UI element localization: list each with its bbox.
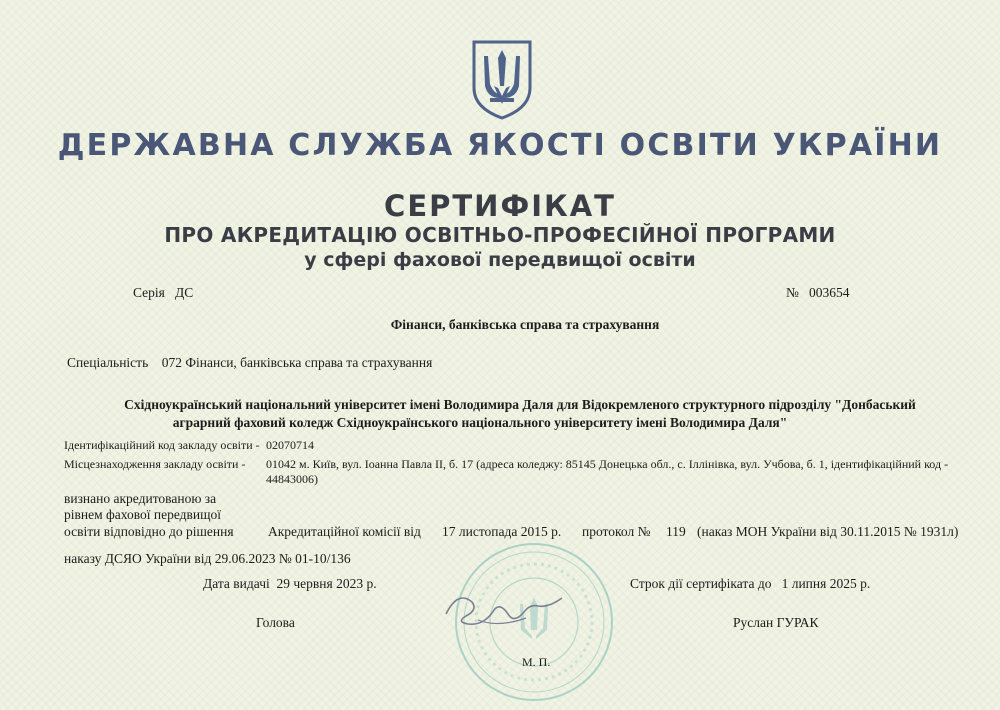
- institution-line-2: аграрний фаховий коледж Східноукраїнського національного університету імені Володимира Даля": [172, 415, 788, 430]
- certificate-title: СЕРТИФІКАТ: [384, 189, 616, 223]
- id-code-label: Ідентифікаційний код закладу освіти -: [64, 438, 260, 452]
- validity-value: 1 липня 2025 р.: [781, 576, 871, 591]
- location-line-2: 44843006): [266, 472, 318, 486]
- certificate-subtitle: ПРО АКРЕДИТАЦІЮ ОСВІТНЬО-ПРОФЕСІЙНОЇ ПРОГРАМИ: [164, 223, 836, 247]
- certificate-subtitle-2: у сфері фахової передвищої освіти: [304, 249, 696, 271]
- number-label: №: [786, 285, 799, 300]
- commission-date: 17 листопада 2015 р.: [442, 524, 562, 539]
- validity-label: Строк дії сертифіката до: [630, 576, 772, 591]
- series-row: [133, 285, 193, 301]
- series-value: ДС: [175, 285, 194, 300]
- institution-line-1: Східноукраїнський національний університет імені Володимира Даля для Відокремленого структурного підрозділу "Донбаський: [124, 397, 916, 412]
- series-label: Серія: [133, 285, 165, 300]
- recognized-line-2: рівнем фахової передвищої: [64, 507, 222, 522]
- recognized-line-1: визнано акредитованою за: [64, 491, 217, 506]
- commission-text: Акредитаційної комісії від: [268, 524, 421, 539]
- order-text: (наказ МОН України від 30.11.2015 № 1931л): [697, 524, 959, 539]
- specialty-row: [67, 355, 432, 371]
- recognized-line-4: наказу ДСЯО України від 29.06.2023 № 01-10/136: [64, 551, 351, 566]
- validity-row: [630, 576, 870, 592]
- protocol-label: протокол №: [582, 524, 651, 539]
- trident-emblem-icon: [470, 38, 534, 120]
- head-name: Руслан ГУРАК: [733, 615, 819, 630]
- specialty-value: 072 Фінанси, банківська справа та страхування: [161, 355, 433, 370]
- specialty-label: Спеціальність: [67, 355, 149, 370]
- recognized-line-3: освіти відповідно до рішення: [64, 524, 234, 539]
- location-label: Місцезнаходження закладу освіти -: [64, 457, 246, 471]
- stamp-place-label: М. П.: [522, 655, 551, 669]
- id-code-value: 02070714: [266, 438, 314, 452]
- program-name: Фінанси, банківська справа та страхування: [390, 317, 660, 332]
- signature-scribble: [438, 584, 568, 636]
- issue-value: 29 червня 2023 р.: [276, 576, 377, 591]
- issue-label: Дата видачі: [203, 576, 270, 591]
- protocol-number: 119: [666, 524, 686, 539]
- number-value: 003654: [809, 285, 850, 300]
- location-line-1: 01042 м. Київ, вул. Іоанна Павла ІІ, б. 17 (адреса коледжу: 85145 Донецька обл., с. Іллінівка, вул. Учбова, б. 1, ідентифікаційний код -: [266, 457, 949, 471]
- number-row: [786, 285, 850, 301]
- head-label: Голова: [256, 615, 295, 630]
- agency-name: ДЕРЖАВНА СЛУЖБА ЯКОСТІ ОСВІТИ УКРАЇНИ: [57, 128, 943, 163]
- issue-row: [203, 576, 377, 592]
